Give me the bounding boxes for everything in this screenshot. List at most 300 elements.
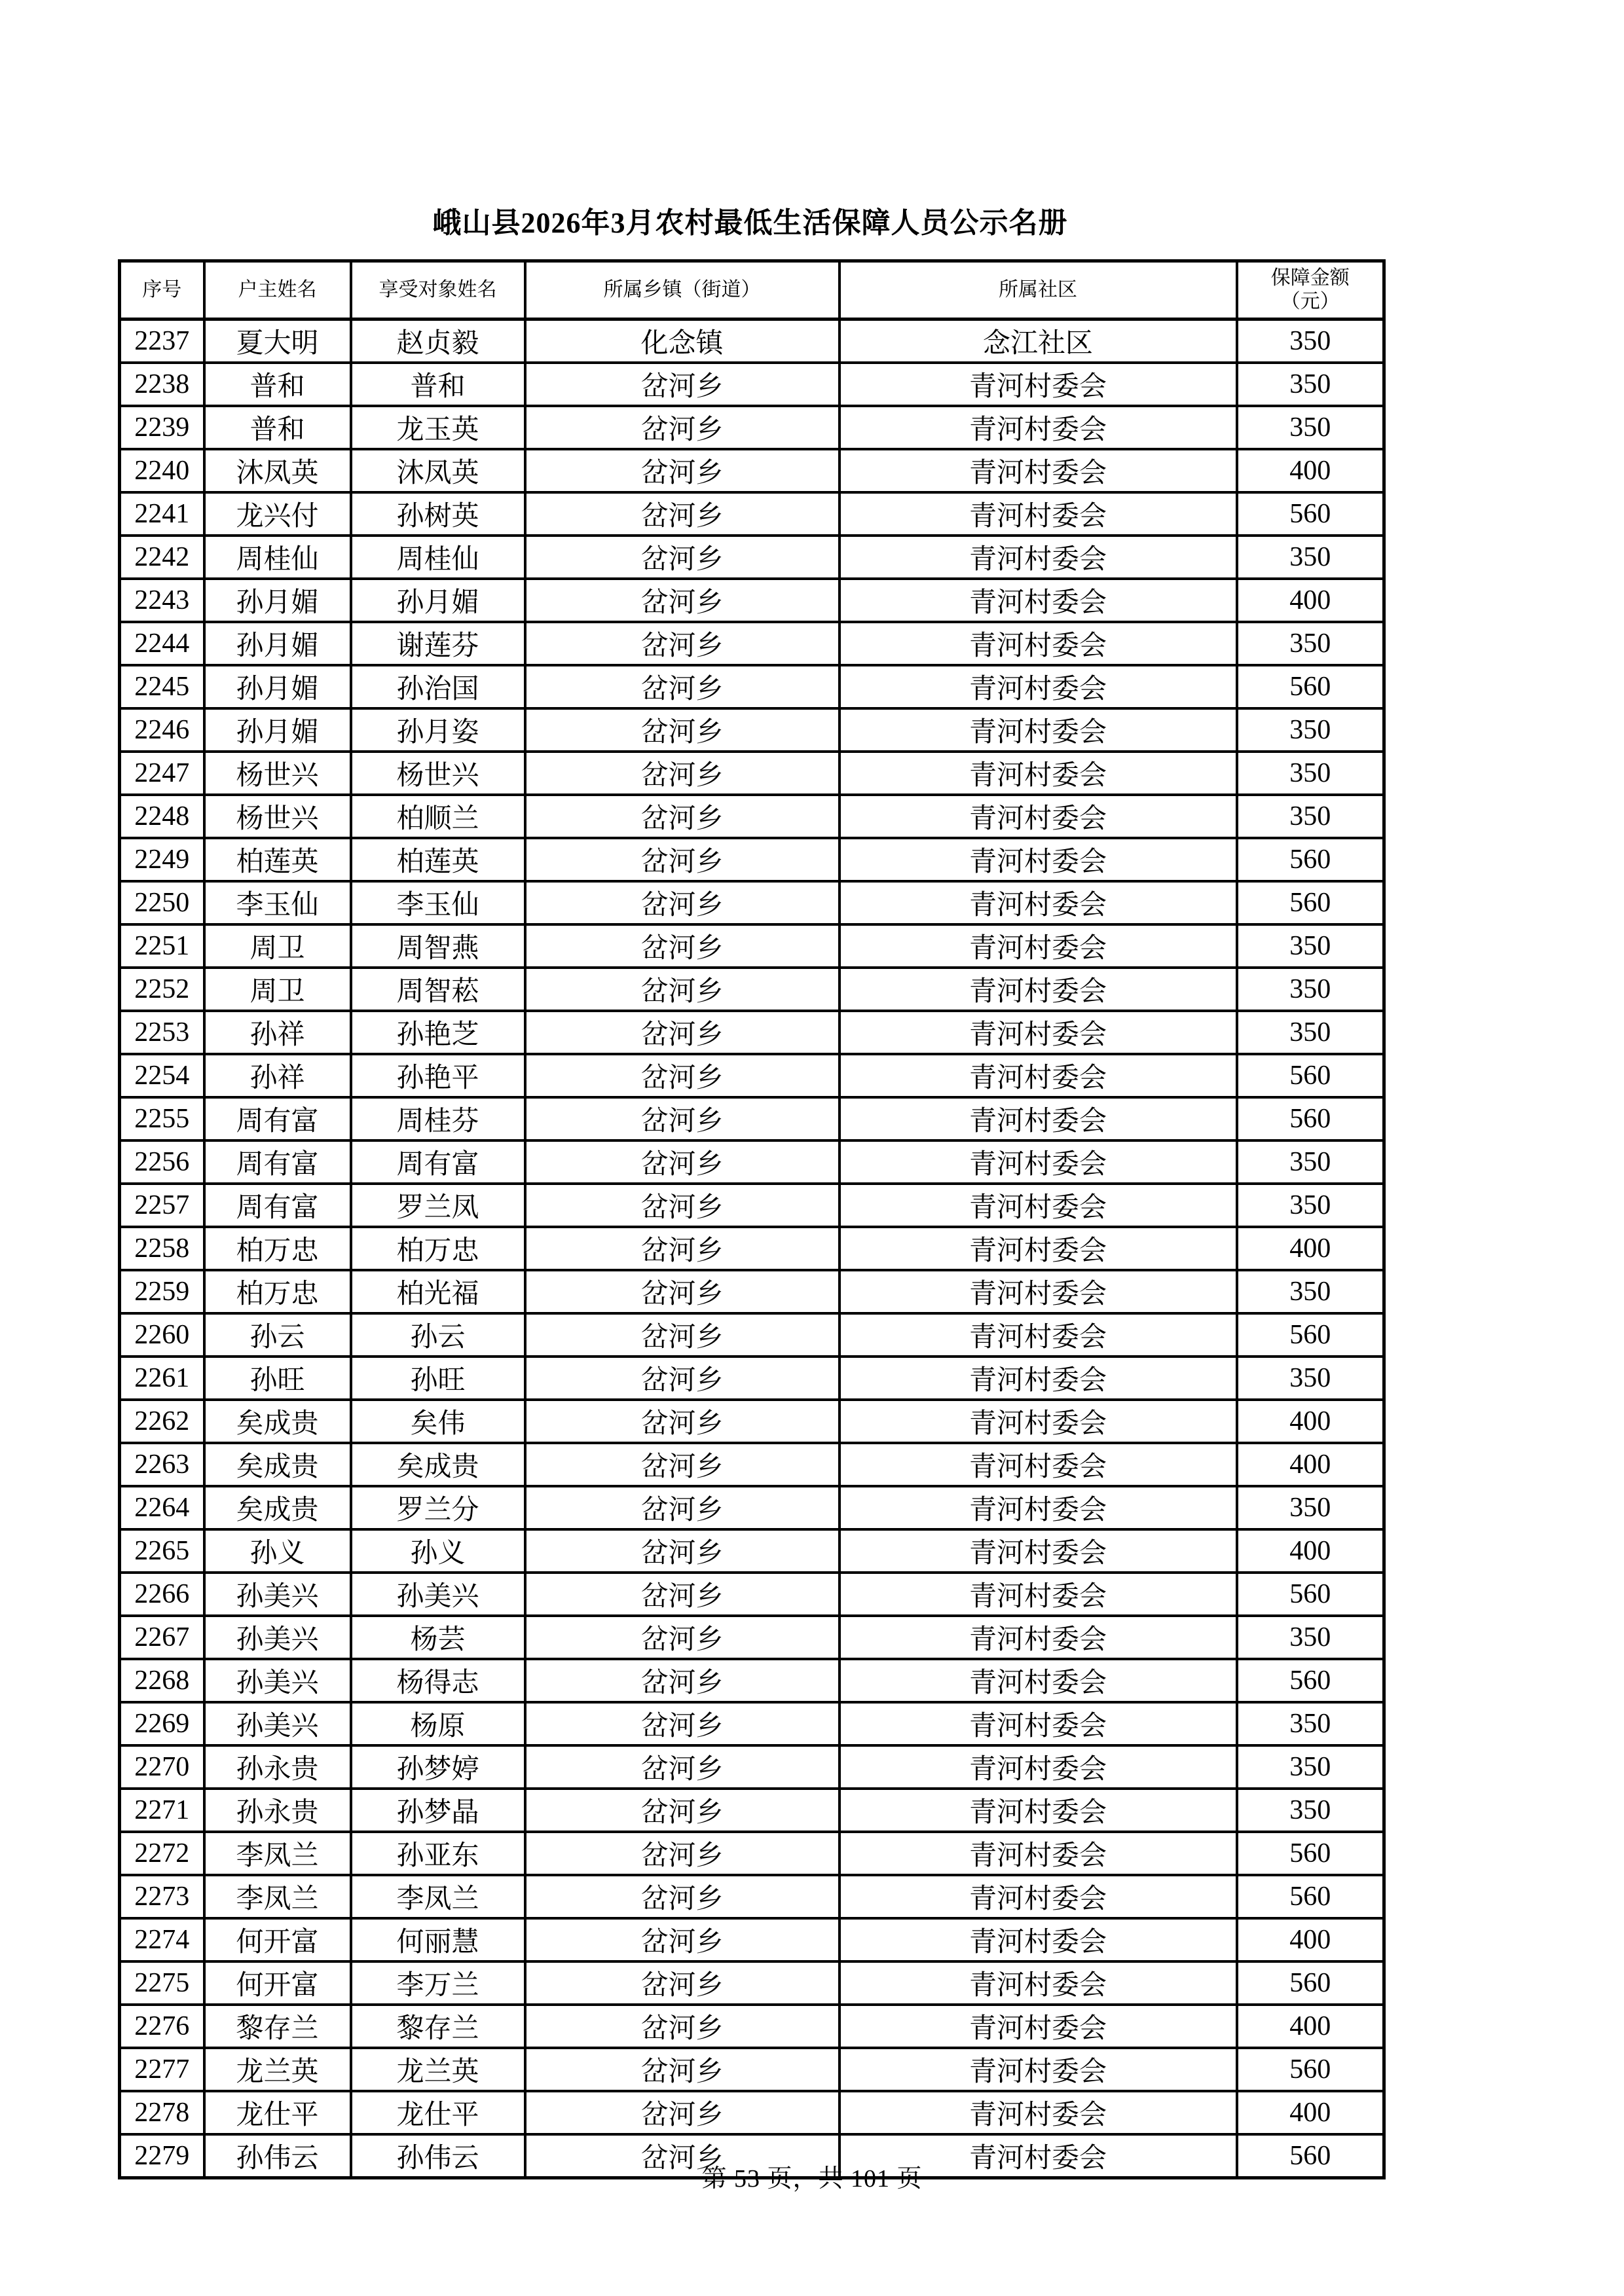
cell-township: 岔河乡 [525, 795, 840, 838]
cell-household-name: 孙月媚 [204, 665, 351, 708]
cell-beneficiary-name: 孙艳平 [351, 1054, 525, 1097]
cell-seq: 2277 [120, 2048, 204, 2091]
cell-amount: 350 [1237, 363, 1384, 406]
table-row [120, 1227, 1384, 1270]
cell-township: 岔河乡 [525, 1659, 840, 1702]
cell-community: 青河村委会 [840, 881, 1237, 924]
cell-household-name: 李凤兰 [204, 1832, 351, 1875]
cell-township: 岔河乡 [525, 1918, 840, 1961]
cell-amount: 560 [1237, 838, 1384, 881]
table-row [120, 1184, 1384, 1227]
cell-township: 岔河乡 [525, 1745, 840, 1789]
table-row [120, 1961, 1384, 2005]
cell-seq: 2269 [120, 1702, 204, 1745]
cell-beneficiary-name: 周桂芬 [351, 1097, 525, 1140]
cell-amount: 400 [1237, 1227, 1384, 1270]
cell-beneficiary-name: 龙玉英 [351, 406, 525, 449]
cell-community: 青河村委会 [840, 1875, 1237, 1918]
cell-township: 岔河乡 [525, 2134, 840, 2178]
cell-community: 青河村委会 [840, 1961, 1237, 2005]
cell-community: 青河村委会 [840, 1702, 1237, 1745]
cell-household-name: 孙美兴 [204, 1659, 351, 1702]
cell-seq: 2244 [120, 622, 204, 665]
cell-township: 岔河乡 [525, 1400, 840, 1443]
cell-seq: 2261 [120, 1357, 204, 1400]
table-row [120, 579, 1384, 622]
cell-beneficiary-name: 罗兰凤 [351, 1184, 525, 1227]
cell-seq: 2266 [120, 1573, 204, 1616]
cell-amount: 350 [1237, 752, 1384, 795]
cell-amount: 350 [1237, 924, 1384, 968]
cell-amount: 350 [1237, 1184, 1384, 1227]
cell-amount: 350 [1237, 1140, 1384, 1184]
column-header-amount-line2: （元） [1280, 291, 1340, 312]
cell-amount: 350 [1237, 1270, 1384, 1313]
cell-beneficiary-name: 柏顺兰 [351, 795, 525, 838]
cell-household-name: 孙云 [204, 1313, 351, 1357]
table-row [120, 1486, 1384, 1529]
cell-household-name: 孙祥 [204, 1011, 351, 1054]
cell-seq: 2255 [120, 1097, 204, 1140]
cell-community: 青河村委会 [840, 622, 1237, 665]
table-row [120, 1789, 1384, 1832]
cell-seq: 2265 [120, 1529, 204, 1573]
cell-beneficiary-name: 孙艳芝 [351, 1011, 525, 1054]
cell-seq: 2240 [120, 449, 204, 492]
cell-township: 岔河乡 [525, 2005, 840, 2048]
cell-township: 岔河乡 [525, 1184, 840, 1227]
cell-seq: 2245 [120, 665, 204, 708]
cell-seq: 2263 [120, 1443, 204, 1486]
cell-beneficiary-name: 龙仕平 [351, 2091, 525, 2134]
cell-seq: 2250 [120, 881, 204, 924]
cell-amount: 350 [1237, 622, 1384, 665]
cell-community: 青河村委会 [840, 1140, 1237, 1184]
cell-seq: 2246 [120, 708, 204, 752]
cell-household-name: 孙月媚 [204, 622, 351, 665]
table-row [120, 449, 1384, 492]
cell-amount: 560 [1237, 1097, 1384, 1140]
table-row [120, 1616, 1384, 1659]
cell-township: 岔河乡 [525, 1789, 840, 1832]
cell-township: 岔河乡 [525, 1227, 840, 1270]
cell-seq: 2259 [120, 1270, 204, 1313]
cell-household-name: 何开富 [204, 1961, 351, 2005]
cell-household-name: 周有富 [204, 1184, 351, 1227]
cell-household-name: 周有富 [204, 1140, 351, 1184]
cell-township: 岔河乡 [525, 1486, 840, 1529]
cell-seq: 2278 [120, 2091, 204, 2134]
cell-community: 青河村委会 [840, 708, 1237, 752]
cell-beneficiary-name: 周桂仙 [351, 536, 525, 579]
cell-township: 化念镇 [525, 319, 840, 363]
cell-household-name: 夏大明 [204, 319, 351, 363]
cell-amount: 400 [1237, 2005, 1384, 2048]
cell-household-name: 矣成贵 [204, 1443, 351, 1486]
cell-household-name: 孙永贵 [204, 1745, 351, 1789]
cell-community: 青河村委会 [840, 1918, 1237, 1961]
cell-seq: 2239 [120, 406, 204, 449]
cell-amount: 350 [1237, 1789, 1384, 1832]
cell-beneficiary-name: 周有富 [351, 1140, 525, 1184]
cell-amount: 560 [1237, 492, 1384, 536]
cell-household-name: 孙旺 [204, 1357, 351, 1400]
cell-beneficiary-name: 罗兰分 [351, 1486, 525, 1529]
cell-seq: 2251 [120, 924, 204, 968]
cell-household-name: 孙祥 [204, 1054, 351, 1097]
cell-seq: 2249 [120, 838, 204, 881]
cell-amount: 350 [1237, 1616, 1384, 1659]
cell-community: 青河村委会 [840, 1573, 1237, 1616]
cell-household-name: 周卫 [204, 924, 351, 968]
cell-beneficiary-name: 孙伟云 [351, 2134, 525, 2178]
cell-amount: 560 [1237, 881, 1384, 924]
table-row [120, 2091, 1384, 2134]
cell-beneficiary-name: 孙义 [351, 1529, 525, 1573]
cell-household-name: 周有富 [204, 1097, 351, 1140]
cell-township: 岔河乡 [525, 579, 840, 622]
page-number-footer: 第 53 页，共 101 页 [701, 2165, 923, 2193]
table-row [120, 1832, 1384, 1875]
cell-beneficiary-name: 黎存兰 [351, 2005, 525, 2048]
cell-community: 青河村委会 [840, 1443, 1237, 1486]
cell-amount: 400 [1237, 1918, 1384, 1961]
cell-beneficiary-name: 李凤兰 [351, 1875, 525, 1918]
cell-community: 青河村委会 [840, 1054, 1237, 1097]
cell-beneficiary-name: 孙云 [351, 1313, 525, 1357]
cell-community: 青河村委会 [840, 1400, 1237, 1443]
table-row [120, 1357, 1384, 1400]
cell-community: 青河村委会 [840, 838, 1237, 881]
cell-seq: 2248 [120, 795, 204, 838]
cell-township: 岔河乡 [525, 1529, 840, 1573]
cell-community: 青河村委会 [840, 924, 1237, 968]
cell-seq: 2242 [120, 536, 204, 579]
cell-household-name: 孙永贵 [204, 1789, 351, 1832]
cell-community: 青河村委会 [840, 1227, 1237, 1270]
cell-seq: 2260 [120, 1313, 204, 1357]
cell-household-name: 杨世兴 [204, 752, 351, 795]
cell-beneficiary-name: 普和 [351, 363, 525, 406]
cell-beneficiary-name: 沐凤英 [351, 449, 525, 492]
cell-township: 岔河乡 [525, 708, 840, 752]
table-row [120, 1011, 1384, 1054]
cell-household-name: 李凤兰 [204, 1875, 351, 1918]
cell-amount: 560 [1237, 2134, 1384, 2178]
cell-household-name: 何开富 [204, 1918, 351, 1961]
table-row [120, 708, 1384, 752]
table-row [120, 752, 1384, 795]
cell-seq: 2279 [120, 2134, 204, 2178]
cell-township: 岔河乡 [525, 1054, 840, 1097]
cell-household-name: 孙美兴 [204, 1616, 351, 1659]
cell-township: 岔河乡 [525, 1313, 840, 1357]
table-row [120, 1702, 1384, 1745]
cell-community: 青河村委会 [840, 752, 1237, 795]
cell-township: 岔河乡 [525, 1875, 840, 1918]
cell-seq: 2238 [120, 363, 204, 406]
cell-household-name: 普和 [204, 363, 351, 406]
cell-community: 青河村委会 [840, 1270, 1237, 1313]
cell-amount: 350 [1237, 1745, 1384, 1789]
cell-seq: 2268 [120, 1659, 204, 1702]
cell-beneficiary-name: 孙树英 [351, 492, 525, 536]
cell-seq: 2258 [120, 1227, 204, 1270]
cell-amount: 350 [1237, 406, 1384, 449]
cell-household-name: 柏万忠 [204, 1227, 351, 1270]
table-row [120, 924, 1384, 968]
cell-township: 岔河乡 [525, 1573, 840, 1616]
cell-community: 青河村委会 [840, 665, 1237, 708]
cell-township: 岔河乡 [525, 1961, 840, 2005]
cell-household-name: 孙义 [204, 1529, 351, 1573]
cell-household-name: 沐凤英 [204, 449, 351, 492]
cell-community: 青河村委会 [840, 363, 1237, 406]
cell-township: 岔河乡 [525, 406, 840, 449]
column-header-amount-line1: 保障金额 [1270, 267, 1350, 289]
cell-community: 青河村委会 [840, 1529, 1237, 1573]
cell-beneficiary-name: 孙美兴 [351, 1573, 525, 1616]
cell-beneficiary-name: 孙旺 [351, 1357, 525, 1400]
cell-seq: 2256 [120, 1140, 204, 1184]
cell-beneficiary-name: 何丽慧 [351, 1918, 525, 1961]
cell-amount: 350 [1237, 968, 1384, 1011]
table-row [120, 1443, 1384, 1486]
cell-household-name: 普和 [204, 406, 351, 449]
cell-community: 青河村委会 [840, 795, 1237, 838]
cell-community: 青河村委会 [840, 406, 1237, 449]
cell-community: 青河村委会 [840, 449, 1237, 492]
table-row [120, 1918, 1384, 1961]
column-header-township: 所属乡镇（街道） [525, 261, 840, 319]
cell-community: 青河村委会 [840, 1097, 1237, 1140]
cell-household-name: 孙月媚 [204, 579, 351, 622]
cell-amount: 350 [1237, 319, 1384, 363]
cell-amount: 400 [1237, 1400, 1384, 1443]
cell-beneficiary-name: 柏莲英 [351, 838, 525, 881]
cell-township: 岔河乡 [525, 1616, 840, 1659]
cell-beneficiary-name: 周智菘 [351, 968, 525, 1011]
cell-beneficiary-name: 矣伟 [351, 1400, 525, 1443]
cell-township: 岔河乡 [525, 665, 840, 708]
cell-amount: 560 [1237, 1313, 1384, 1357]
cell-seq: 2243 [120, 579, 204, 622]
cell-amount: 400 [1237, 1529, 1384, 1573]
cell-beneficiary-name: 孙月媚 [351, 579, 525, 622]
table-row [120, 1400, 1384, 1443]
cell-beneficiary-name: 杨得志 [351, 1659, 525, 1702]
cell-beneficiary-name: 龙兰英 [351, 2048, 525, 2091]
cell-township: 岔河乡 [525, 1832, 840, 1875]
cell-township: 岔河乡 [525, 363, 840, 406]
cell-seq: 2241 [120, 492, 204, 536]
cell-beneficiary-name: 孙月姿 [351, 708, 525, 752]
table-row [120, 1097, 1384, 1140]
table-row [120, 795, 1384, 838]
cell-household-name: 黎存兰 [204, 2005, 351, 2048]
table-row [120, 1573, 1384, 1616]
cell-beneficiary-name: 李玉仙 [351, 881, 525, 924]
cell-township: 岔河乡 [525, 968, 840, 1011]
cell-community: 青河村委会 [840, 1832, 1237, 1875]
cell-township: 岔河乡 [525, 924, 840, 968]
table-row [120, 492, 1384, 536]
table-row [120, 1140, 1384, 1184]
table-row [120, 838, 1384, 881]
cell-community: 青河村委会 [840, 1313, 1237, 1357]
cell-community: 青河村委会 [840, 1486, 1237, 1529]
cell-seq: 2272 [120, 1832, 204, 1875]
cell-beneficiary-name: 赵贞毅 [351, 319, 525, 363]
cell-amount: 560 [1237, 1832, 1384, 1875]
table-row [120, 665, 1384, 708]
table-row [120, 1270, 1384, 1313]
table-row [120, 1529, 1384, 1573]
cell-household-name: 龙兰英 [204, 2048, 351, 2091]
table-row [120, 881, 1384, 924]
cell-amount: 350 [1237, 1702, 1384, 1745]
cell-seq: 2237 [120, 319, 204, 363]
cell-community: 青河村委会 [840, 1357, 1237, 1400]
cell-community: 青河村委会 [840, 2048, 1237, 2091]
cell-township: 岔河乡 [525, 1140, 840, 1184]
cell-township: 岔河乡 [525, 881, 840, 924]
cell-amount: 560 [1237, 1054, 1384, 1097]
cell-amount: 560 [1237, 1573, 1384, 1616]
cell-household-name: 矣成贵 [204, 1486, 351, 1529]
cell-seq: 2257 [120, 1184, 204, 1227]
cell-township: 岔河乡 [525, 2091, 840, 2134]
cell-community: 青河村委会 [840, 1184, 1237, 1227]
cell-amount: 560 [1237, 1961, 1384, 2005]
cell-household-name: 龙仕平 [204, 2091, 351, 2134]
cell-beneficiary-name: 杨芸 [351, 1616, 525, 1659]
cell-community: 青河村委会 [840, 1745, 1237, 1789]
column-header-community: 所属社区 [840, 261, 1237, 319]
cell-community: 青河村委会 [840, 492, 1237, 536]
table-row [120, 406, 1384, 449]
cell-household-name: 周卫 [204, 968, 351, 1011]
cell-household-name: 周桂仙 [204, 536, 351, 579]
cell-township: 岔河乡 [525, 492, 840, 536]
cell-amount: 560 [1237, 2048, 1384, 2091]
cell-beneficiary-name: 杨世兴 [351, 752, 525, 795]
table-row [120, 1745, 1384, 1789]
page-title: 峨山县2026年3月农村最低生活保障人员公示名册 [432, 207, 1068, 239]
cell-beneficiary-name: 周智燕 [351, 924, 525, 968]
table-row [120, 968, 1384, 1011]
cell-amount: 400 [1237, 449, 1384, 492]
cell-amount: 560 [1237, 1875, 1384, 1918]
cell-seq: 2262 [120, 1400, 204, 1443]
cell-township: 岔河乡 [525, 1357, 840, 1400]
cell-amount: 350 [1237, 795, 1384, 838]
cell-beneficiary-name: 孙梦婷 [351, 1745, 525, 1789]
cell-household-name: 杨世兴 [204, 795, 351, 838]
cell-household-name: 李玉仙 [204, 881, 351, 924]
table-row [120, 2048, 1384, 2091]
cell-beneficiary-name: 柏万忠 [351, 1227, 525, 1270]
cell-township: 岔河乡 [525, 622, 840, 665]
cell-beneficiary-name: 矣成贵 [351, 1443, 525, 1486]
cell-community: 青河村委会 [840, 536, 1237, 579]
cell-beneficiary-name: 孙梦晶 [351, 1789, 525, 1832]
column-header-household-name: 户主姓名 [204, 261, 351, 319]
cell-community: 青河村委会 [840, 1789, 1237, 1832]
cell-beneficiary-name: 谢莲芬 [351, 622, 525, 665]
cell-township: 岔河乡 [525, 536, 840, 579]
cell-seq: 2264 [120, 1486, 204, 1529]
cell-township: 岔河乡 [525, 1702, 840, 1745]
table-header-row [120, 261, 1384, 319]
cell-seq: 2271 [120, 1789, 204, 1832]
cell-seq: 2247 [120, 752, 204, 795]
column-header-seq: 序号 [120, 261, 204, 319]
cell-amount: 560 [1237, 1659, 1384, 1702]
cell-amount: 350 [1237, 536, 1384, 579]
cell-community: 青河村委会 [840, 2091, 1237, 2134]
table-row [120, 363, 1384, 406]
cell-household-name: 孙美兴 [204, 1573, 351, 1616]
table-row [120, 319, 1384, 363]
cell-community: 青河村委会 [840, 579, 1237, 622]
cell-township: 岔河乡 [525, 838, 840, 881]
cell-seq: 2267 [120, 1616, 204, 1659]
cell-township: 岔河乡 [525, 1443, 840, 1486]
table-row [120, 622, 1384, 665]
column-header-amount [1237, 261, 1384, 319]
cell-household-name: 龙兴付 [204, 492, 351, 536]
cell-household-name: 柏莲英 [204, 838, 351, 881]
cell-township: 岔河乡 [525, 1097, 840, 1140]
cell-township: 岔河乡 [525, 2048, 840, 2091]
cell-community: 青河村委会 [840, 968, 1237, 1011]
cell-seq: 2254 [120, 1054, 204, 1097]
cell-household-name: 孙月媚 [204, 708, 351, 752]
cell-community: 青河村委会 [840, 1616, 1237, 1659]
cell-beneficiary-name: 杨原 [351, 1702, 525, 1745]
cell-household-name: 孙美兴 [204, 1702, 351, 1745]
cell-amount: 560 [1237, 665, 1384, 708]
cell-seq: 2270 [120, 1745, 204, 1789]
cell-seq: 2274 [120, 1918, 204, 1961]
cell-amount: 400 [1237, 579, 1384, 622]
cell-community: 青河村委会 [840, 1011, 1237, 1054]
cell-township: 岔河乡 [525, 1270, 840, 1313]
cell-township: 岔河乡 [525, 449, 840, 492]
cell-household-name: 柏万忠 [204, 1270, 351, 1313]
table-row [120, 1054, 1384, 1097]
cell-beneficiary-name: 孙亚东 [351, 1832, 525, 1875]
cell-amount: 350 [1237, 1486, 1384, 1529]
cell-seq: 2273 [120, 1875, 204, 1918]
cell-amount: 400 [1237, 2091, 1384, 2134]
cell-seq: 2252 [120, 968, 204, 1011]
cell-household-name: 孙伟云 [204, 2134, 351, 2178]
table-row [120, 1659, 1384, 1702]
cell-community: 念江社区 [840, 319, 1237, 363]
cell-amount: 400 [1237, 1443, 1384, 1486]
cell-community: 青河村委会 [840, 1659, 1237, 1702]
cell-township: 岔河乡 [525, 752, 840, 795]
cell-beneficiary-name: 孙治国 [351, 665, 525, 708]
cell-seq: 2253 [120, 1011, 204, 1054]
table-row [120, 536, 1384, 579]
cell-community: 青河村委会 [840, 2134, 1237, 2178]
cell-beneficiary-name: 李万兰 [351, 1961, 525, 2005]
cell-amount: 350 [1237, 1011, 1384, 1054]
cell-community: 青河村委会 [840, 2005, 1237, 2048]
